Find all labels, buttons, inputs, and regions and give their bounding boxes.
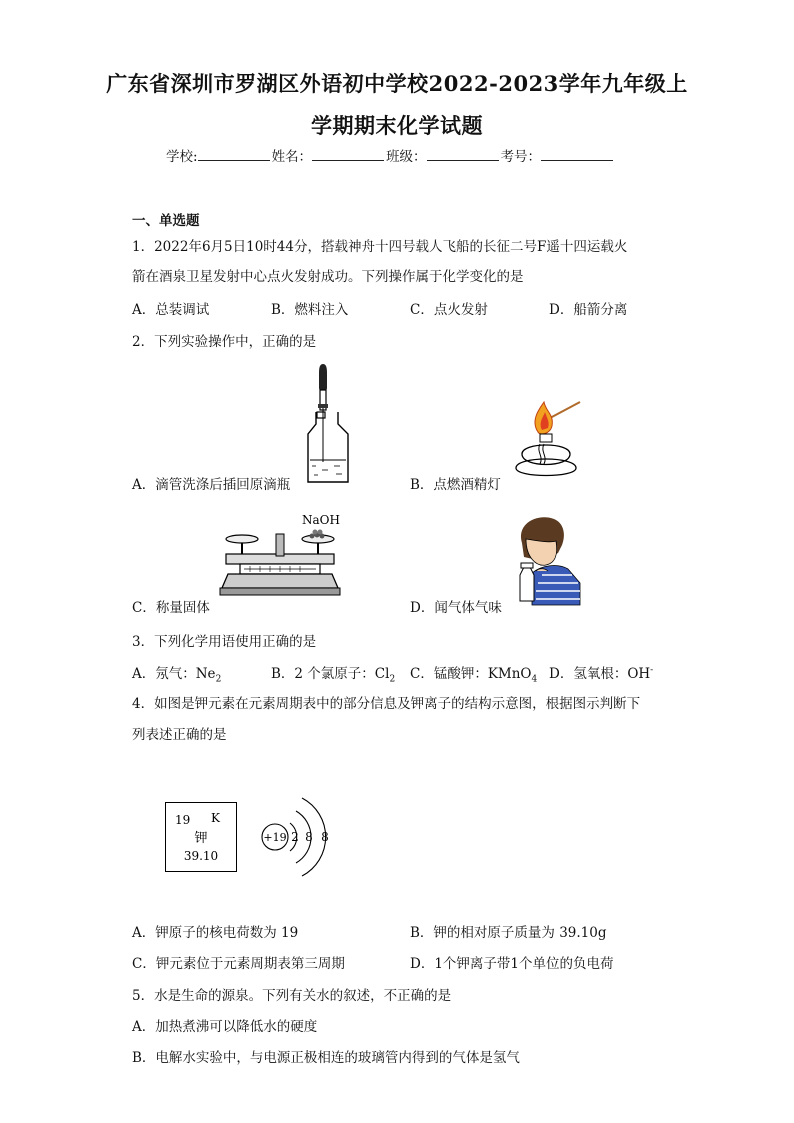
- q5-option-b[interactable]: B．电解水实验中，与电源正极相连的玻璃管内得到的气体是氢气: [132, 1050, 520, 1066]
- shell-1-electrons: 2: [291, 830, 299, 844]
- q2-option-b[interactable]: B．点燃酒精灯: [410, 477, 501, 493]
- atomic-number: 19: [175, 813, 191, 827]
- potassium-element-cell: [165, 802, 237, 872]
- q5-stem: 5．水是生命的源泉。下列有关水的叙述，不正确的是: [132, 988, 452, 1004]
- name-blank[interactable]: [312, 148, 384, 161]
- school-label: 学校:: [166, 149, 198, 165]
- student-info-line: [166, 145, 615, 165]
- q2-option-a[interactable]: A．滴管洗涤后插回原滴瓶: [132, 477, 291, 493]
- q4-stem-line1: 4．如图是钾元素在元素周期表中的部分信息及钾离子的结构示意图，根据图示判断下: [132, 696, 641, 712]
- q5-option-a[interactable]: A．加热煮沸可以降低水的硬度: [132, 1019, 318, 1035]
- shell-2-electrons: 8: [305, 830, 313, 844]
- smelling-gas-illustration: [502, 513, 582, 605]
- shell-3-electrons: 8: [321, 830, 329, 844]
- q1-stem-line2: 箭在酒泉卫星发射中心点火发射成功。下列操作属于化学变化的是: [132, 269, 524, 285]
- number-blank[interactable]: [541, 148, 613, 161]
- q4-option-d[interactable]: D．1个钾离子带1个单位的负电荷: [410, 956, 614, 972]
- q1-option-a[interactable]: A．总装调试: [132, 302, 210, 318]
- number-label: 考号：: [500, 149, 542, 165]
- alcohol-lamp-illustration: [510, 398, 590, 480]
- potassium-ion-structure: [258, 790, 338, 886]
- q3-option-a[interactable]: A．氖气：$Ne_2$: [132, 666, 222, 685]
- element-symbol: K: [211, 811, 220, 825]
- q2-option-c[interactable]: C．称量固体: [132, 600, 210, 616]
- class-blank[interactable]: [427, 148, 499, 161]
- q4-stem-line2: 列表述正确的是: [132, 727, 227, 743]
- school-blank[interactable]: [198, 148, 270, 161]
- dropper-bottle-illustration: [300, 362, 360, 488]
- balance-scale-illustration: [220, 510, 355, 600]
- q1-option-c[interactable]: C．点火发射: [410, 302, 488, 318]
- q2-stem: 2．下列实验操作中，正确的是: [132, 334, 317, 350]
- q1-stem-line1: 1．2022年6月5日10时44分，搭载神舟十四号载人飞船的长征二号F遥十四运载火: [132, 239, 628, 255]
- class-label: 班级：: [386, 149, 427, 165]
- q4-option-b[interactable]: B．钾的相对原子质量为 39.10g: [410, 925, 607, 941]
- section-heading: 一、单选题: [132, 213, 200, 229]
- atomic-mass: 39.10: [183, 849, 219, 863]
- q1-option-b[interactable]: B．燃料注入: [271, 302, 349, 318]
- name-label: 姓名：: [271, 149, 313, 165]
- q3-option-d[interactable]: D．氢氧根：OH-: [549, 665, 654, 682]
- exam-title-line1: 广东省深圳市罗湖区外语初中学校2022-2023学年九年级上: [106, 71, 688, 96]
- q3-option-c[interactable]: C．锰酸钾：KMnO$_4$: [410, 666, 538, 685]
- q1-option-d[interactable]: D．船箭分离: [549, 302, 628, 318]
- q2-option-d[interactable]: D．闻气体气味: [410, 600, 502, 616]
- q4-option-a[interactable]: A．钾原子的核电荷数为 19: [132, 925, 299, 941]
- naoh-label: NaOH: [302, 513, 340, 527]
- element-name: 钾: [194, 831, 208, 846]
- exam-title-line2: 学期期末化学试题: [311, 113, 483, 138]
- q3-option-b[interactable]: B．2 个氯原子：$Cl_2$: [271, 666, 396, 685]
- q4-option-c[interactable]: C．钾元素位于元素周期表第三周期: [132, 956, 345, 972]
- q3-stem: 3．下列化学用语使用正确的是: [132, 634, 317, 650]
- nucleus-charge: +19: [263, 831, 287, 844]
